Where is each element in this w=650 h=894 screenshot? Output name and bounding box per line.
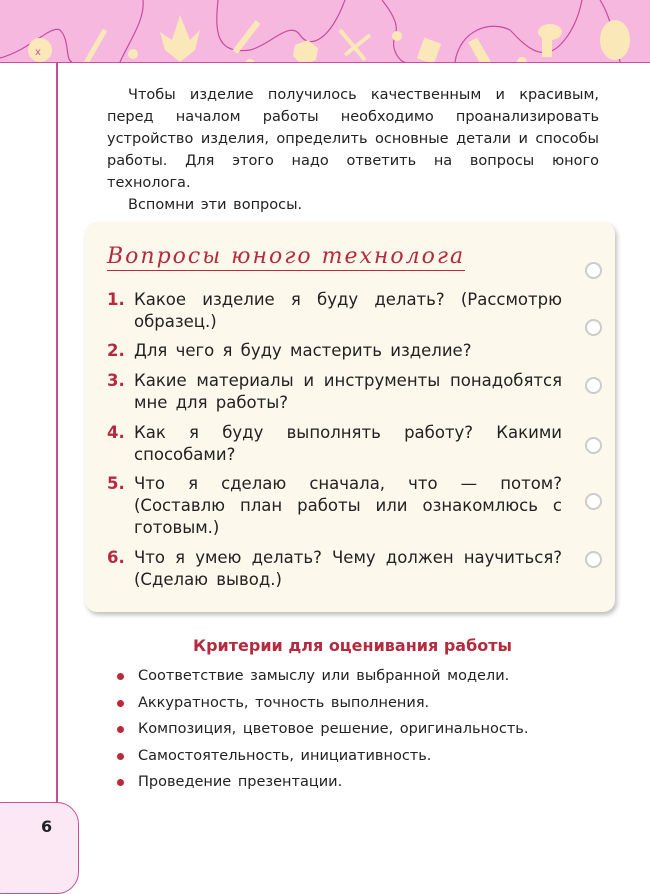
question-text: Как я буду выполнять работу? Какими способами? bbox=[134, 423, 562, 464]
svg-text:x: x bbox=[35, 47, 41, 58]
intro-text bbox=[107, 84, 599, 216]
margin-line bbox=[56, 63, 58, 803]
criteria-list bbox=[114, 663, 528, 796]
question-item bbox=[107, 547, 562, 591]
intro-paragraph: Вспомни эти вопросы. bbox=[128, 197, 303, 213]
list-item bbox=[114, 769, 528, 796]
decorative-header bbox=[0, 0, 650, 63]
criteria-text: Аккуратность, точность выполнения. bbox=[138, 694, 430, 711]
question-number: 4. bbox=[107, 423, 125, 442]
page-number-tab bbox=[0, 802, 79, 894]
question-number: 2. bbox=[107, 341, 125, 360]
page-number: 6 bbox=[41, 817, 53, 836]
question-text: Для чего я буду мастерить изделие? bbox=[134, 341, 472, 360]
question-text: Что я сделаю сначала, что — потом? (Составлю план работы или ознакомлюсь с готовым.) bbox=[134, 474, 562, 537]
question-item bbox=[107, 340, 562, 362]
crafts-ornament-icon bbox=[0, 0, 650, 62]
question-item bbox=[107, 422, 562, 466]
bullet-icon bbox=[117, 673, 124, 680]
ring-hole-icon bbox=[585, 551, 602, 568]
criteria-title: Критерии для оценивания работы bbox=[193, 636, 512, 655]
question-text: Что я умею делать? Чему должен научиться? (Сделаю вывод.) bbox=[134, 548, 562, 589]
list-item bbox=[114, 663, 528, 690]
question-item bbox=[107, 289, 562, 333]
question-item bbox=[107, 473, 562, 539]
ring-hole-icon bbox=[585, 319, 602, 336]
criteria-text: Соответствие замыслу или выбранной модели. bbox=[138, 668, 510, 684]
bullet-icon bbox=[117, 726, 124, 733]
intro-paragraph: Чтобы изделие получилось качественным и красивым, перед началом работы необходимо проанализировать устройство изделия, определить основные детали и способы работы. Для этого надо ответить на вопросы юного технолога. bbox=[107, 87, 599, 191]
question-text: Какое изделие я буду делать? (Рассмотрю образец.) bbox=[134, 290, 562, 331]
ring-hole-icon bbox=[585, 262, 602, 279]
question-number: 3. bbox=[107, 371, 125, 390]
bullet-icon bbox=[117, 700, 124, 707]
list-item bbox=[114, 716, 528, 743]
list-item bbox=[114, 743, 528, 770]
criteria-text: Самостоятельность, инициативность. bbox=[138, 747, 432, 764]
bullet-icon bbox=[117, 779, 124, 786]
ring-hole-icon bbox=[585, 437, 602, 454]
list-item bbox=[114, 690, 528, 717]
question-number: 6. bbox=[107, 548, 125, 567]
ring-hole-icon bbox=[585, 493, 602, 510]
ring-hole-icon bbox=[585, 377, 602, 394]
questions-card bbox=[85, 222, 615, 612]
criteria-text: Композиция, цветовое решение, оригинальность. bbox=[138, 721, 529, 737]
card-title: Вопросы юного технолога bbox=[107, 244, 466, 269]
question-number: 1. bbox=[107, 290, 125, 309]
bullet-icon bbox=[117, 753, 124, 760]
question-number: 5. bbox=[107, 474, 125, 493]
criteria-text: Проведение презентации. bbox=[138, 774, 343, 790]
question-text: Какие материалы и инструменты понадобятся мне для работы? bbox=[134, 371, 562, 412]
question-item bbox=[107, 370, 562, 414]
